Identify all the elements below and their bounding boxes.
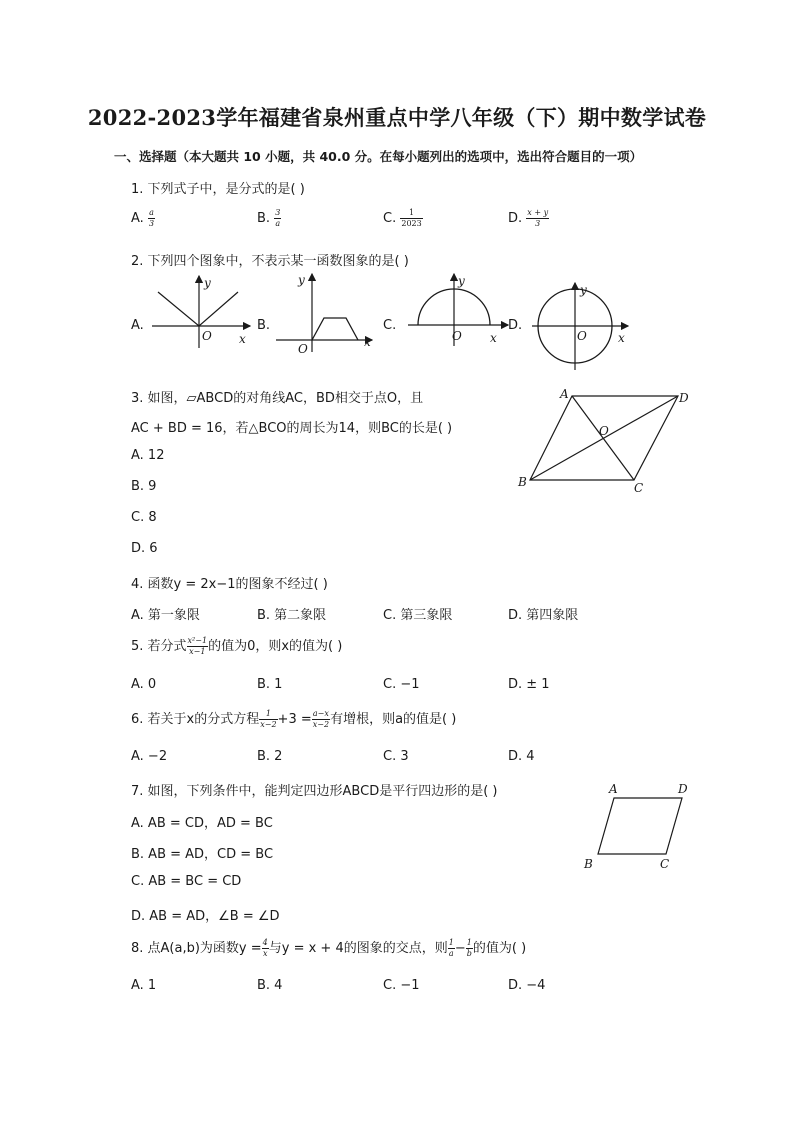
q6-option-c: C. 3 bbox=[383, 749, 409, 764]
x-label: x bbox=[239, 332, 246, 346]
y-label: y bbox=[580, 283, 587, 297]
q8-fraction-3: $\frac{1}{b}$ bbox=[466, 938, 472, 958]
q1-option-c-label: C. bbox=[383, 211, 397, 226]
q6-stem-suffix: 有增根，则a的值是( ) bbox=[330, 712, 457, 727]
q8-option-d: D. −4 bbox=[508, 978, 546, 993]
q1-option-c bbox=[383, 208, 423, 229]
x-label: x bbox=[490, 331, 497, 345]
q6-option-b: B. 2 bbox=[257, 749, 283, 764]
q1-option-b-label: B. bbox=[257, 211, 271, 226]
q1-option-c-fraction: $\frac{1}{2023}$ bbox=[401, 208, 422, 228]
trapezoid-line bbox=[312, 318, 358, 340]
q8-fraction-2: $\frac{1}{a}$ bbox=[448, 938, 454, 958]
q8-minus-sign: − bbox=[454, 941, 466, 956]
page-title: 2022-2023学年福建省泉州重点中学八年级（下）期中数学试卷 bbox=[87, 105, 707, 130]
q5-option-d: D. ± 1 bbox=[508, 677, 550, 692]
y-label: y bbox=[204, 276, 211, 290]
q1-option-d-fraction: $\frac{x + y}{3}$ bbox=[527, 208, 549, 228]
q7-option-a: A. AB = CD，AD = BC bbox=[131, 816, 273, 831]
q1-option-a-fraction: $\frac{a}{3}$ bbox=[148, 208, 155, 228]
q7-option-b: B. AB = AD，CD = BC bbox=[131, 847, 274, 862]
vertex-b-label: B bbox=[584, 857, 593, 871]
q8-option-a: A. 1 bbox=[131, 978, 157, 993]
question-3-stem-line1: 3. 如图，▱ABCD的对角线AC，BD相交于点O，且 bbox=[131, 391, 424, 406]
q6-fraction-1: $\frac{1}{x-2}$ bbox=[260, 709, 277, 729]
vertex-b-label: B bbox=[518, 475, 527, 489]
origin-label: O bbox=[452, 329, 462, 343]
y-label: y bbox=[458, 274, 465, 288]
q2-graph-a bbox=[146, 272, 256, 350]
origin-label: O bbox=[202, 329, 212, 343]
q1-option-d bbox=[508, 208, 549, 229]
vertex-c-label: C bbox=[634, 481, 644, 494]
q1-option-a-label: A. bbox=[131, 211, 144, 226]
q7-option-d: D. AB = AD，∠B = ∠D bbox=[131, 909, 280, 924]
q2-option-c-label: C. bbox=[383, 318, 397, 333]
q8-stem-prefix: 8. 点A(a,b)为函数y = bbox=[131, 941, 262, 956]
question-5-stem bbox=[131, 635, 342, 657]
q3-option-c: C. 8 bbox=[131, 510, 157, 525]
q6-stem-prefix: 6. 若关于x的分式方程 bbox=[131, 712, 260, 727]
q5-stem-suffix: 的值为0，则x的值为( ) bbox=[208, 639, 343, 654]
vertex-c-label: C bbox=[660, 857, 670, 871]
question-4-stem: 4. 函数y = 2x−1的图象不经过( ) bbox=[131, 577, 328, 592]
question-1-stem: 1. 下列式子中，是分式的是( ) bbox=[131, 182, 305, 197]
q8-option-c: C. −1 bbox=[383, 978, 420, 993]
q2-option-a-label: A. bbox=[131, 318, 144, 333]
q4-option-a: A. 第一象限 bbox=[131, 608, 200, 623]
q3-option-d: D. 6 bbox=[131, 541, 158, 556]
q8-stem-suffix: 的值为( ) bbox=[472, 941, 527, 956]
q1-option-b-fraction: $\frac{3}{a}$ bbox=[275, 208, 281, 228]
question-6-stem bbox=[131, 708, 456, 730]
q7-option-c: C. AB = BC = CD bbox=[131, 874, 242, 889]
q1-option-a bbox=[131, 208, 155, 229]
q8-fraction-1: $\frac{4}{x}$ bbox=[262, 938, 268, 958]
section-heading: 一、选择题（本大题共 10 小题，共 40.0 分。在每小题列出的选项中，选出符合题目的一项） bbox=[114, 149, 643, 164]
q2-graph-d bbox=[528, 280, 636, 372]
question-2-stem: 2. 下列四个图象中，不表示某一函数图象的是( ) bbox=[131, 254, 409, 269]
q8-option-b: B. 4 bbox=[257, 978, 283, 993]
q2-option-d-label: D. bbox=[508, 318, 523, 333]
q2-graph-b bbox=[272, 268, 382, 354]
q3-option-b: B. 9 bbox=[131, 479, 157, 494]
q6-option-a: A. −2 bbox=[131, 749, 168, 764]
origin-label: O bbox=[577, 329, 587, 343]
q8-stem-middle: 与y = x + 4的图象的交点，则 bbox=[268, 941, 448, 956]
q5-option-a: A. 0 bbox=[131, 677, 157, 692]
question-3-stem-line2: AC + BD = 16，若△BCO的周长为14，则BC的长是( ) bbox=[131, 421, 453, 436]
y-label: y bbox=[298, 273, 305, 287]
x-label: x bbox=[618, 331, 625, 345]
q4-option-b: B. 第二象限 bbox=[257, 608, 327, 623]
q3-option-a: A. 12 bbox=[131, 448, 165, 463]
vertex-a-label: A bbox=[560, 387, 569, 401]
q2-graph-c bbox=[404, 270, 516, 352]
x-label: x bbox=[364, 335, 371, 349]
q6-fraction-2: $\frac{a-x}{x-2}$ bbox=[312, 709, 330, 729]
q3-parallelogram-figure bbox=[512, 382, 702, 494]
origin-label: O bbox=[298, 342, 308, 354]
q4-option-d: D. 第四象限 bbox=[508, 608, 579, 623]
quadrilateral-abcd bbox=[598, 798, 682, 854]
q4-option-c: C. 第三象限 bbox=[383, 608, 453, 623]
vertex-a-label: A bbox=[609, 782, 618, 796]
point-o-label: O bbox=[599, 424, 609, 438]
question-8-stem bbox=[131, 937, 526, 959]
v-shape-line bbox=[158, 292, 238, 326]
q5-option-c: C. −1 bbox=[383, 677, 420, 692]
q5-option-b: B. 1 bbox=[257, 677, 283, 692]
vertex-d-label: D bbox=[678, 782, 688, 796]
q2-option-b-label: B. bbox=[257, 318, 271, 333]
q6-option-d: D. 4 bbox=[508, 749, 535, 764]
q5-stem-prefix: 5. 若分式 bbox=[131, 639, 187, 654]
q1-option-d-label: D. bbox=[508, 211, 523, 226]
vertex-d-label: D bbox=[679, 391, 689, 405]
q6-stem-middle: +3 = bbox=[277, 712, 312, 727]
q1-option-b bbox=[257, 208, 281, 229]
q5-fraction: $\frac{\text{x²−1}}{x-1}$ bbox=[187, 636, 208, 656]
question-7-stem: 7. 如图，下列条件中，能判定四边形ABCD是平行四边形的是( ) bbox=[131, 784, 498, 799]
q7-quadrilateral-figure bbox=[580, 778, 700, 874]
